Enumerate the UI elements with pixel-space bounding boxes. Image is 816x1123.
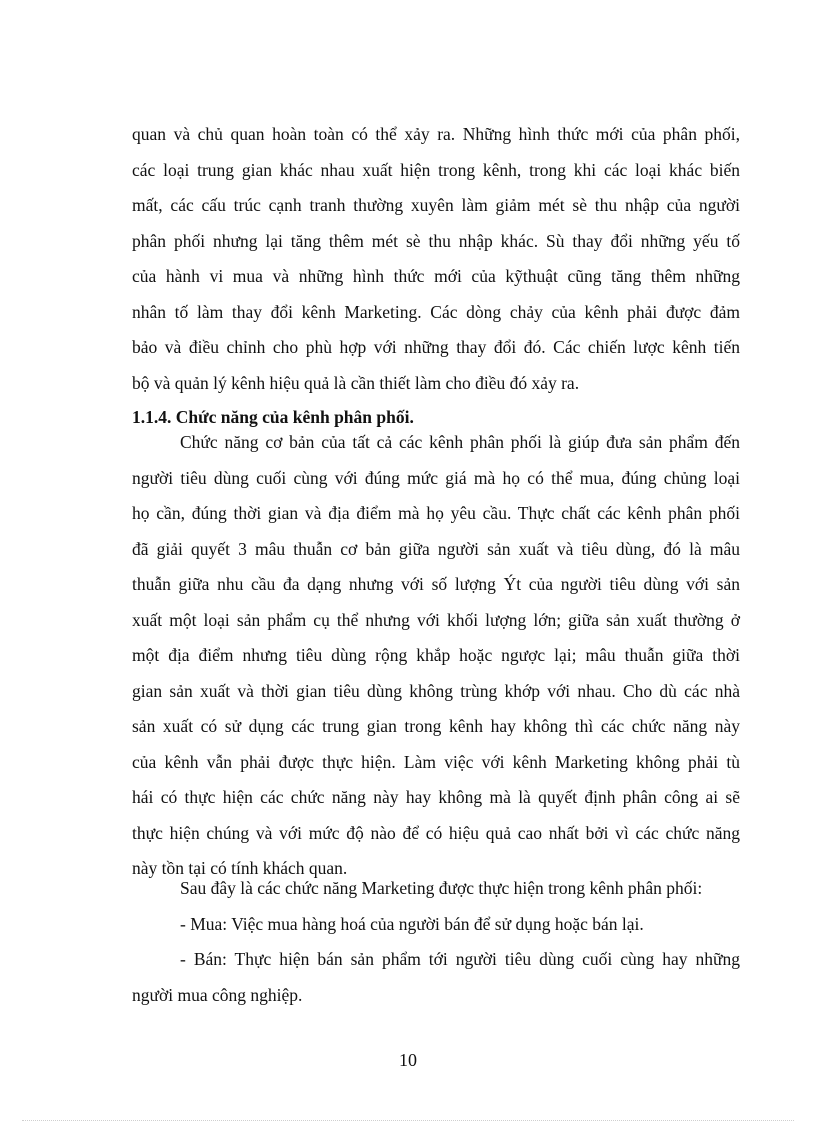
text-line: bộ và quản lý kênh hiệu quả là cần thiết làm cho điều đó xảy ra. (132, 372, 580, 393)
text-line: của kênh vẫn phải được thực hiện. Làm việc với kênh Marketing không phải tù (132, 751, 740, 772)
text-line: thực hiện chúng và với mức độ nào để có hiệu quả cao nhất bởi vì các chức năng (132, 822, 740, 843)
text-line: bảo và điều chỉnh cho phù hợp với những thay đổi đó. Các chiến lược kênh tiến (132, 337, 740, 357)
page-bottom-rule (22, 1120, 794, 1121)
text-line: Chức năng cơ bản của tất cả các kênh phân phối là giúp đưa sản phẩm đến (180, 432, 740, 452)
text-line: này tồn tại có tính khách quan. (132, 858, 348, 878)
list-intro: Sau đây là các chức năng Marketing được thực hiện trong kênh phân phối: (180, 878, 703, 898)
text-line: các loại trung gian khác nhau xuất hiện trong kênh, trong khi các loại khác biến (132, 159, 740, 180)
text-line: sản xuất có sử dụng các trung gian trong kênh hay không thì các chức năng này (132, 716, 740, 736)
text-line: xuất một loại sản phẩm cụ thể nhưng với khối lượng lớn; giữa sản xuất thường ở (132, 609, 740, 630)
text-line: nhân tố làm thay đổi kênh Marketing. Các dòng chảy của kênh phải được đảm (132, 301, 740, 322)
text-line: mất, các cấu trúc cạnh tranh thường xuyên làm giảm mét sè thu nhập của người (132, 195, 740, 215)
page-number: 10 (399, 1050, 417, 1070)
paragraph-continuation (132, 117, 740, 401)
text-line: họ cần, đúng thời gian và địa điểm mà họ yêu cầu. Thực chất các kênh phân phối (132, 503, 740, 523)
paragraph-functions-list (132, 871, 740, 1013)
section-heading: 1.1.4. Chức năng của kênh phân phối. (132, 407, 414, 427)
list-item-ban-continuation: người mua công nghiệp. (132, 984, 303, 1005)
text-line: thuẫn giữa nhu cầu đa dạng nhưng với số lượng Ýt của người tiêu dùng với sản (132, 574, 740, 594)
text-line: hái có thực hiện các chức năng này hay không mà là quyết định phân công ai sẽ (132, 787, 740, 807)
text-line: quan và chủ quan hoàn toàn có thể xảy ra. Những hình thức mới của phân phối, (132, 124, 740, 144)
text-line: phân phối nhưng lại tăng thêm mét sè thu nhập khác. Sù thay đổi những yếu tố (132, 230, 740, 251)
text-line: đã giải quyết 3 mâu thuẫn cơ bản giữa người sản xuất và tiêu dùng, đó là mâu (132, 538, 740, 559)
paragraph-functions (132, 425, 740, 887)
list-item-mua: - Mua: Việc mua hàng hoá của người bán để sử dụng hoặc bán lại. (180, 913, 644, 934)
text-line: một địa điểm nhưng tiêu dùng rộng khắp hoặc ngược lại; mâu thuẫn giữa thời (132, 645, 740, 665)
list-item-ban: - Bán: Thực hiện bán sản phẩm tới người tiêu dùng cuối cùng hay những (180, 949, 740, 969)
text-line: người tiêu dùng cuối cùng với đúng mức giá mà họ có thể mua, đúng chủng loại (132, 467, 740, 488)
text-line: gian sản xuất và thời gian tiêu dùng không trùng khớp với nhau. Cho dù các nhà (132, 680, 740, 701)
text-line: của hành vi mua và những hình thức mới của kỹthuật cũng tăng thêm những (132, 266, 740, 286)
